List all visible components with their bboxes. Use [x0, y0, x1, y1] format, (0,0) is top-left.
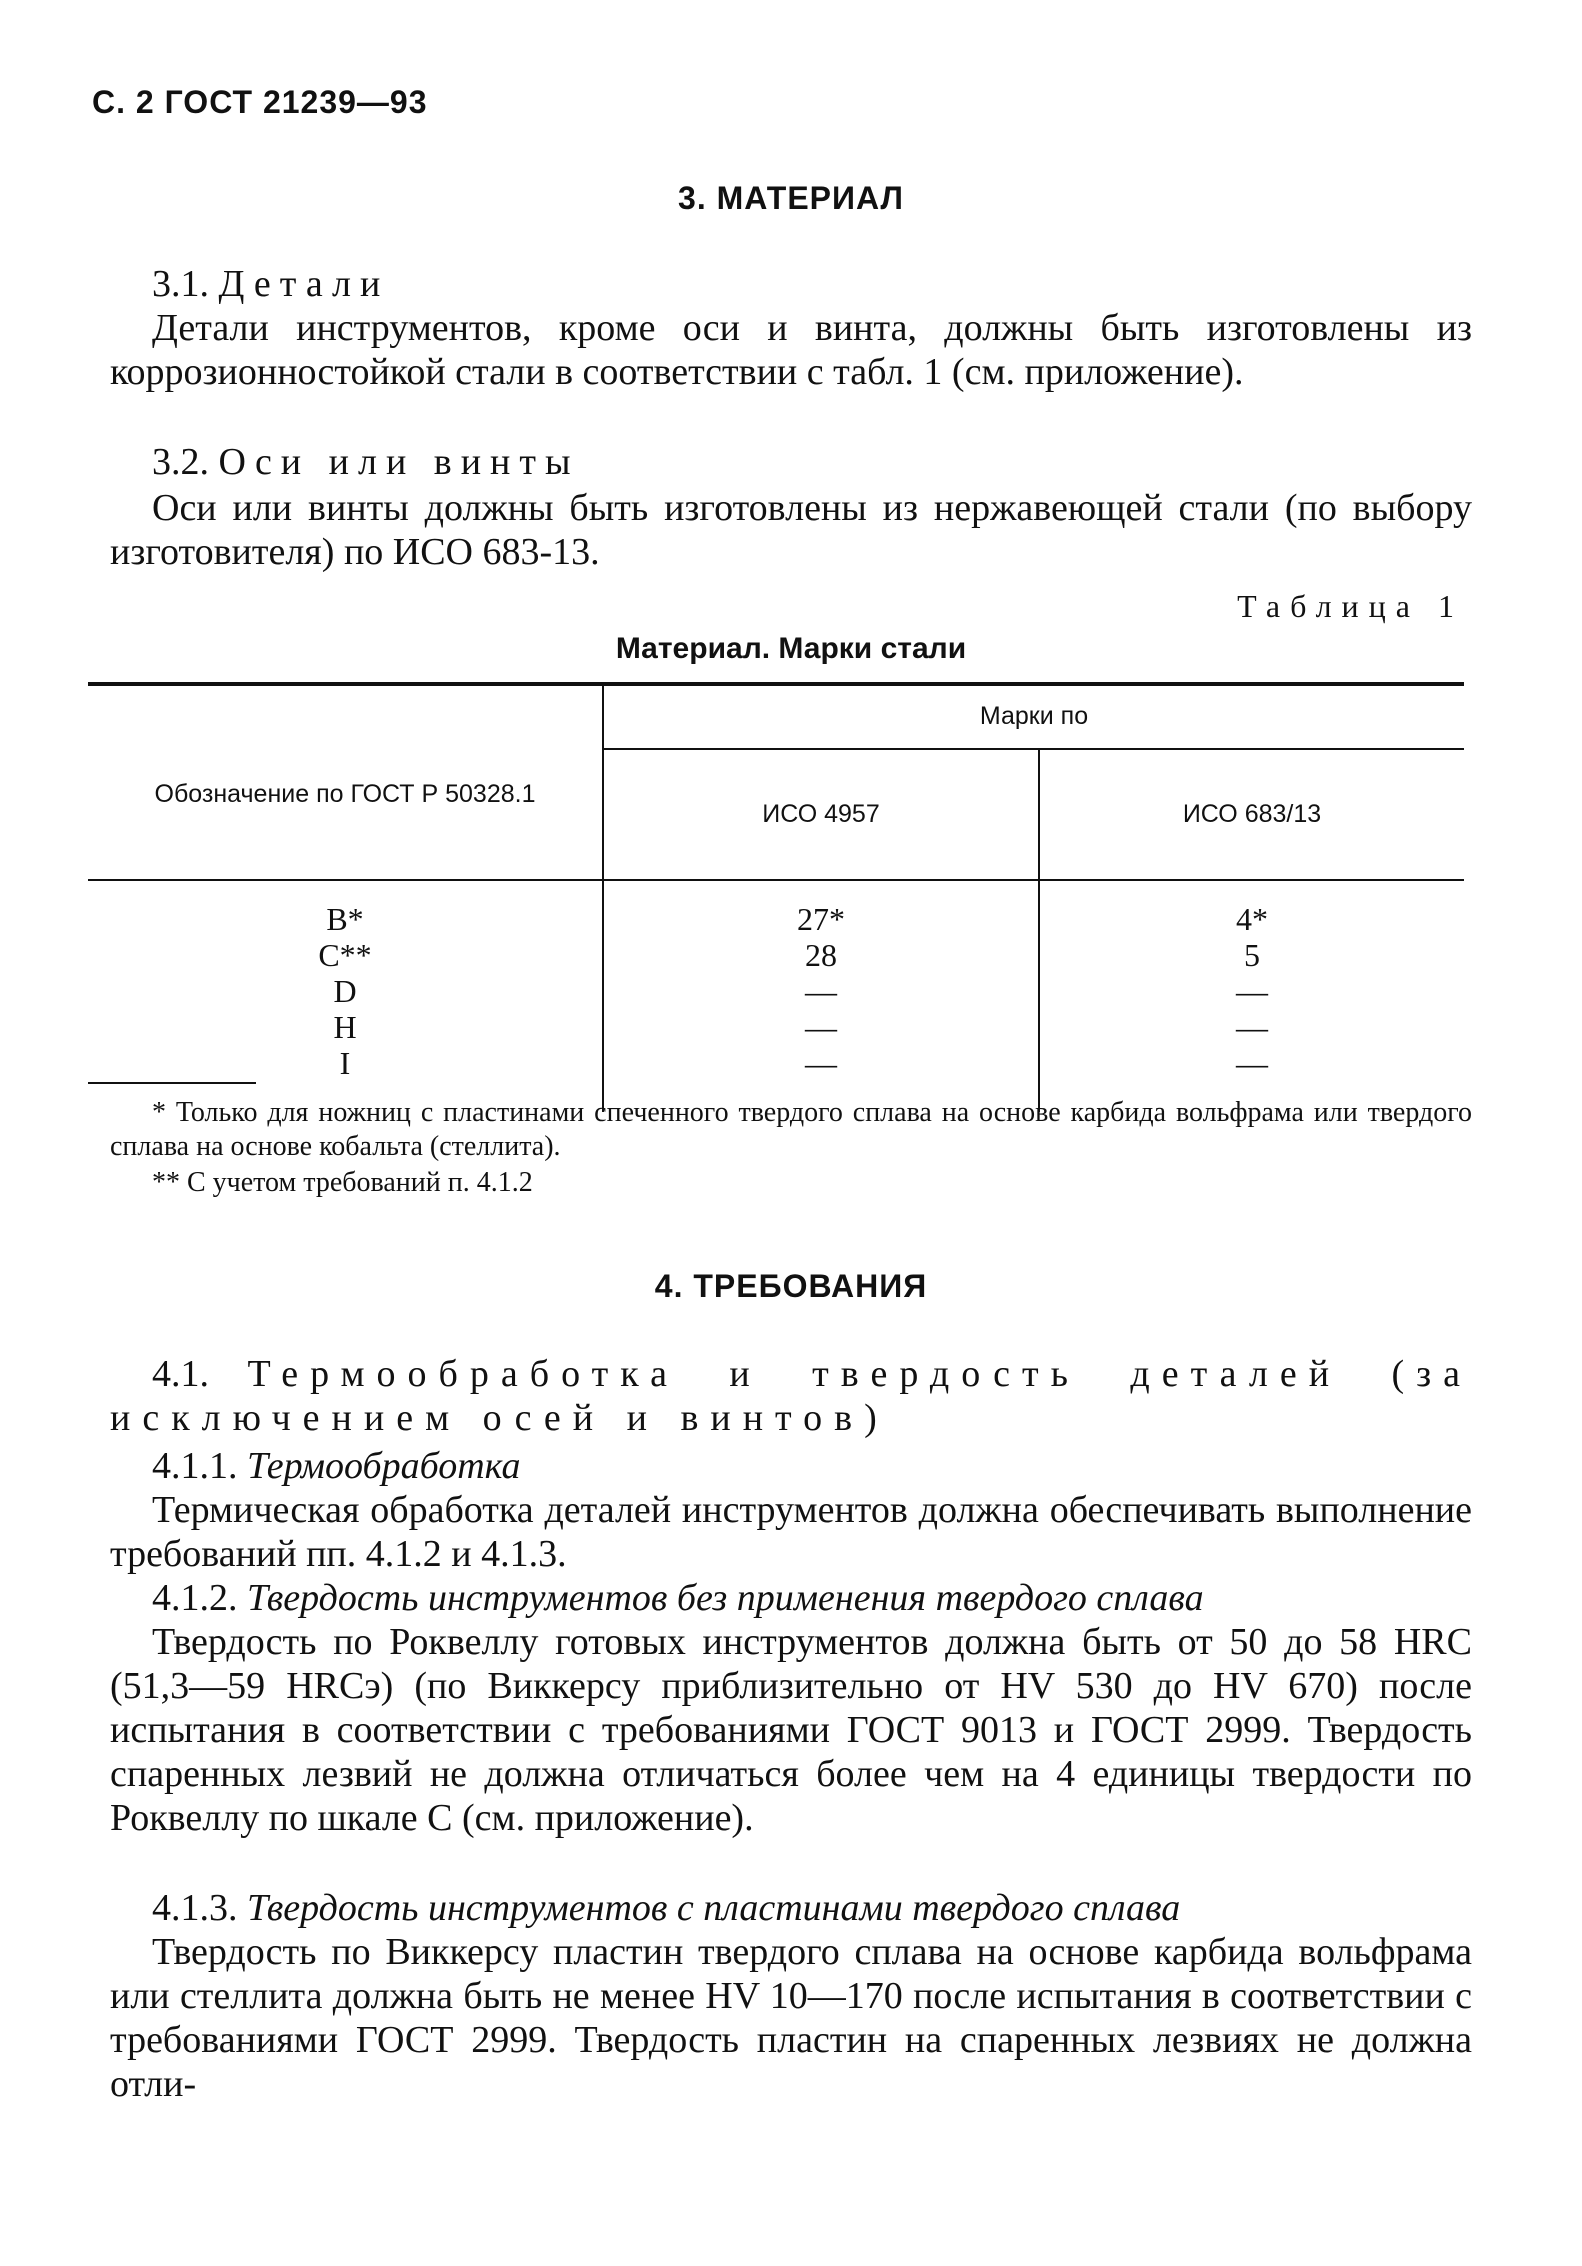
- table-cell: 5: [1244, 937, 1260, 973]
- footnote-1: * Только для ножниц с пластинами спеченного твердого сплава на основе карбида вольфрама или твердого сплава на основе кобальта (стеллита).: [110, 1097, 1472, 1162]
- clause-4-1-1-heading: [152, 1444, 520, 1488]
- clause-4-1-1-number: 4.1.1.: [152, 1445, 238, 1487]
- table-cell: —: [805, 1009, 837, 1045]
- table-cell: I: [339, 1045, 351, 1081]
- column-header-group: Марки по: [603, 684, 1464, 749]
- clause-4-1-1-text: Термическая обработка деталей инструментов должна обеспечивать выполнение требований пп. 4.1.2 и 4.1.3.: [110, 1489, 1472, 1575]
- table-body: [88, 880, 1464, 1112]
- clause-4-1-3-title: Твердость инструментов с пластинами твердого сплава: [247, 1887, 1181, 1929]
- clause-4-1-2-text: Твердость по Роквеллу готовых инструментов должна быть от 50 до 58 HRC (51,3—59 HRCэ) (по Виккерсу приблизительно от HV 530 до HV 670) после испытания в соответствии с требованиями ГОСТ 9013 и ГОСТ 2999. Твердость спаренных лезвий не должна отличаться более чем на 4 единицы твердости по Роквеллу по шкале С (см. приложение).: [110, 1621, 1472, 1839]
- clause-3-2-text: Оси или винты должны быть изготовлены из нержавеющей стали (по выбору изготовителя) по ИСО 683-13.: [110, 487, 1472, 573]
- clause-4-1-title: Термообработка и твердость деталей (за исключением осей и винтов): [110, 1353, 1473, 1439]
- column-header-iso683: ИСО 683/13: [1039, 749, 1464, 880]
- clause-3-2-heading: [152, 440, 580, 484]
- column-header-iso4957: ИСО 4957: [603, 749, 1039, 880]
- clause-4-1-3-number: 4.1.3.: [152, 1887, 238, 1929]
- footnote-2: ** С учетом требований п. 4.1.2: [152, 1167, 533, 1198]
- section-3-title: 3. МАТЕРИАЛ: [678, 180, 904, 216]
- table-cell: D: [333, 973, 357, 1009]
- table-cell: C**: [318, 937, 372, 973]
- clause-3-2-number: 3.2.: [152, 441, 209, 483]
- table-cell: —: [805, 1045, 837, 1081]
- clause-3-1-number: 3.1.: [152, 263, 209, 305]
- clause-4-1-2-number: 4.1.2.: [152, 1577, 238, 1619]
- clause-3-2-title: Оси или винты: [218, 441, 580, 483]
- clause-4-1-3-text: Твердость по Виккерсу пластин твердого сплава на основе карбида вольфрама или стеллита должна быть не менее HV 10—170 после испытания в соответствии с требованиями ГОСТ 2999. Твердость пластин на спаренных лезвиях не должна отли-: [110, 1931, 1472, 2105]
- column-designation: [88, 880, 603, 1112]
- section-4-title: 4. ТРЕБОВАНИЯ: [654, 1268, 928, 1304]
- table-number: Таблица 1: [1237, 588, 1464, 624]
- table-cell: 27*: [797, 901, 845, 937]
- clause-4-1-heading: [110, 1352, 1472, 1440]
- clause-3-1-title: Детали: [218, 263, 390, 305]
- table-cell: B*: [326, 901, 364, 937]
- clause-4-1-1-title: Термообработка: [247, 1445, 521, 1487]
- column-header-designation: Обозначение по ГОСТ Р 50328.1: [88, 684, 603, 880]
- clause-4-1-number: 4.1.: [152, 1353, 209, 1395]
- table-cell: —: [805, 973, 837, 1009]
- column-iso683: [1039, 880, 1464, 1112]
- table-cell: H: [333, 1009, 357, 1045]
- clause-4-1-2-heading: [152, 1576, 1472, 1620]
- clause-4-1-2-title: Твердость инструментов без применения твердого сплава: [247, 1577, 1204, 1619]
- clause-4-1-3-heading: [152, 1886, 1472, 1930]
- table-cell: 4*: [1236, 901, 1268, 937]
- table-cell: —: [1236, 973, 1268, 1009]
- clause-3-1-text: Детали инструментов, кроме оси и винта, должны быть изготовлены из коррозионностойкой стали в соответствии с табл. 1 (см. приложение).: [110, 307, 1472, 393]
- table-cell: 28: [805, 937, 837, 973]
- page-header: С. 2 ГОСТ 21239—93: [92, 84, 428, 120]
- footnote-divider: [88, 1082, 256, 1084]
- table-title: Материал. Марки стали: [615, 632, 967, 665]
- table-cell: —: [1236, 1045, 1268, 1081]
- steel-grades-table: [88, 682, 1464, 1112]
- table-cell: —: [1236, 1009, 1268, 1045]
- column-iso4957: [603, 880, 1039, 1112]
- clause-3-1-heading: [152, 262, 389, 306]
